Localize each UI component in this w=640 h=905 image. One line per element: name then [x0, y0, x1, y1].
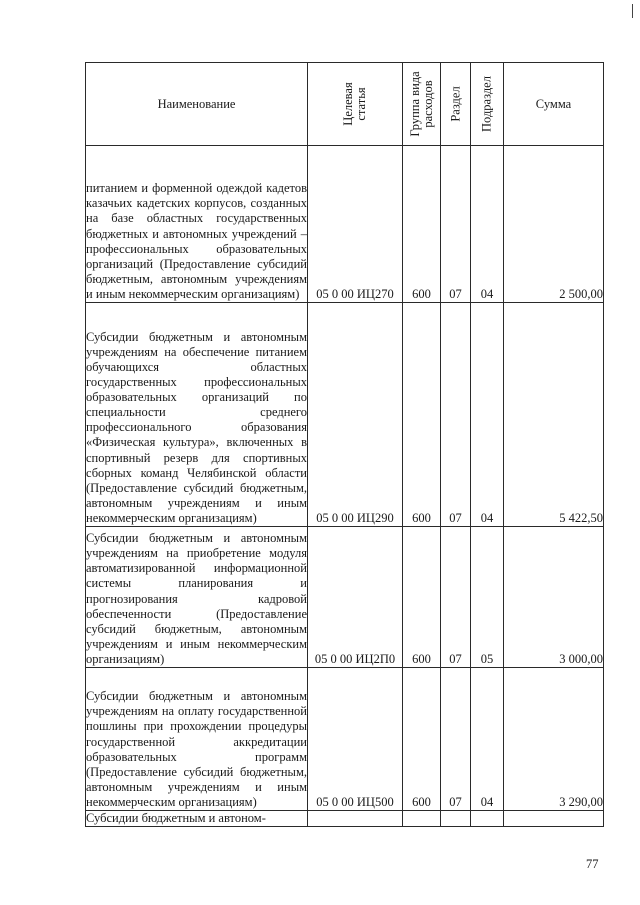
- row-target-article: 05 0 00 ИЦ500: [308, 668, 403, 811]
- row-target-article: 05 0 00 ИЦ270: [308, 146, 403, 303]
- table-row: [86, 527, 604, 668]
- row-section: 07: [441, 668, 471, 811]
- row-sum: 5 422,50: [504, 303, 604, 527]
- row-target-article: [308, 811, 403, 827]
- row-expense-group: [403, 811, 441, 827]
- header-target-line-2: статья: [354, 87, 368, 121]
- row-subsection: 04: [471, 303, 504, 527]
- scan-edge-mark: [632, 4, 633, 18]
- row-section: [441, 811, 471, 827]
- page-number: 77: [586, 857, 599, 871]
- row-section: 07: [441, 527, 471, 668]
- row-expense-group: 600: [403, 303, 441, 527]
- header-expense-line-2: расходов: [420, 80, 435, 128]
- budget-table: [85, 62, 604, 827]
- row-section: 07: [441, 146, 471, 303]
- header-expense-line-1: Группа вида: [407, 71, 422, 137]
- row-name: Субсидии бюджетным и автономным учреждениям на обеспечение питанием обучающихся областных государственных профессиональных образовательных организаций по специальности среднего профессионального образования «Физическая культура», включенных в спортивный резерв для спортивных сборных команд Челябинской области (Предоставление субсидий бюджетным, автономным учреждениям и иным некоммерческим организациям): [86, 303, 308, 527]
- row-sum: 3 000,00: [504, 527, 604, 668]
- table-row: [86, 303, 604, 527]
- row-subsection: 04: [471, 146, 504, 303]
- row-name: Субсидии бюджетным и автоном-: [86, 811, 308, 827]
- row-subsection: [471, 811, 504, 827]
- row-name: питанием и форменной одеждой кадетов казачьих кадетских корпусов, созданных на базе областных государственных бюджетных и автономных учреждений – профессиональных образовательных организаций (Предоставление субсидий бюджетным, автономным учреждениям и иным некоммерческим организациям): [86, 146, 308, 303]
- row-section: 07: [441, 303, 471, 527]
- row-sum: 2 500,00: [504, 146, 604, 303]
- table-header-row: [86, 63, 604, 146]
- table-row: [86, 811, 604, 827]
- row-sum: 3 290,00: [504, 668, 604, 811]
- table-row: [86, 146, 604, 303]
- row-name: Субсидии бюджетным и автономным учреждениям на оплату государственной пошлины при прохождении процедуры государственной аккредитации образовательных программ (Предоставление субсидий бюджетным, автономным учреждениям и иным некоммерческим организациям): [86, 668, 308, 811]
- header-section-label: Раздел: [448, 86, 462, 122]
- row-expense-group: 600: [403, 146, 441, 303]
- row-name: Субсидии бюджетным и автономным учреждениям на приобретение модуля автоматизированной информационной системы планирования и прогнозирования кадровой обеспеченности (Предоставление субсидий бюджетным, автономным учреждениям и иным некоммерческим организациям): [86, 527, 308, 668]
- row-expense-group: 600: [403, 668, 441, 811]
- header-section: [441, 63, 471, 146]
- row-sum: [504, 811, 604, 827]
- row-subsection: 05: [471, 527, 504, 668]
- header-target-article: [308, 63, 403, 146]
- row-expense-group: 600: [403, 527, 441, 668]
- header-subsection: [471, 63, 504, 146]
- table-row: [86, 668, 604, 811]
- row-target-article: 05 0 00 ИЦ290: [308, 303, 403, 527]
- row-target-article: 05 0 00 ИЦ2П0: [308, 527, 403, 668]
- header-subsection-label: Подраздел: [479, 76, 494, 132]
- header-target-line-1: Целевая: [341, 82, 355, 126]
- header-sum: Сумма: [504, 63, 604, 146]
- header-expense-group: [403, 63, 441, 146]
- header-name: Наименование: [86, 63, 308, 146]
- row-subsection: 04: [471, 668, 504, 811]
